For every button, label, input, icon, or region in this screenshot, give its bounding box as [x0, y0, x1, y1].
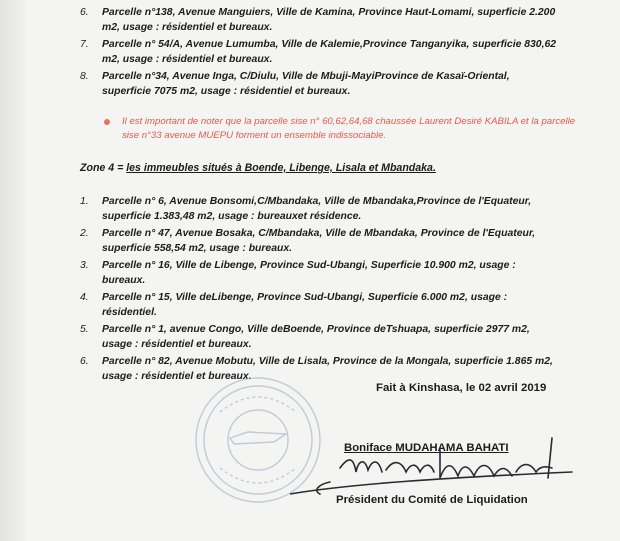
list-item — [80, 194, 560, 224]
place-date: Fait à Kinshasa, le 02 avril 2019 — [376, 382, 547, 394]
list-number: 6. — [80, 356, 89, 367]
parcel-text: Parcelle n°34, Avenue Inga, C/Diulu, Ville de Mbuji-MayiProvince de Kasaï-Oriental, superficie 7075 m2, usage : résidentiel et bureaux. — [102, 71, 510, 98]
parcel-text: Parcelle n° 15, Ville deLibenge, Province Sud-Ubangi, Superficie 6.000 m2, usage : résidentiel. — [102, 292, 508, 319]
parcel-text: Parcelle n°138, Avenue Manguiers, Ville de Kamina, Province Haut-Lomami, superficie 2.200 m2, usage : résidentiel et bureaux. — [102, 7, 556, 34]
zone-heading — [80, 162, 436, 174]
list-item — [80, 290, 560, 320]
list-number: 6. — [80, 7, 89, 18]
list-number: 8. — [80, 71, 89, 82]
parcel-text: Parcelle n° 54/A, Avenue Lumumba, Ville de Kalemie,Province Tanganyika, superficie 830,62 m2, usage : résidentiel et bureaux. — [102, 39, 557, 66]
parcel-list-zone4 — [80, 194, 560, 386]
signatory-name: Boniface MUDAHAMA BAHATI — [344, 442, 509, 454]
list-item — [80, 226, 560, 256]
parcel-list-top — [80, 5, 560, 101]
signatory-role: Président du Comité de Liquidation — [336, 494, 528, 506]
parcel-text: Parcelle n° 47, Avenue Bosaka, C/Mbandaka, Ville de Mbandaka, Province de l'Equateur, superficie 558,54 m2, usage : bureaux. — [102, 228, 536, 255]
handwritten-signature — [290, 432, 580, 502]
list-number: 4. — [80, 292, 89, 303]
page-edge-shadow — [0, 0, 26, 541]
parcel-text: Parcelle n° 82, Avenue Mobutu, Ville de Lisala, Province de la Mongala, superficie 1.865 m2, usage : résidentiel et bureaux. — [102, 356, 553, 383]
parcel-text: Parcelle n° 16, Ville de Libenge, Province Sud-Ubangi, Superficie 10.900 m2, usage : bureaux. — [102, 260, 516, 287]
note-text: Il est important de noter que la parcelle sise n° 60,62,64,68 chaussée Laurent Desiré KABILA et la parcelle sise n°33 avenue MUEPU forment un ensemble indissociable. — [122, 116, 576, 142]
list-number: 5. — [80, 324, 89, 335]
list-item — [80, 37, 560, 67]
list-item — [80, 5, 560, 35]
list-number: 3. — [80, 260, 89, 271]
important-note — [104, 115, 582, 144]
list-number: 7. — [80, 39, 89, 50]
zone-title: les immeubles situés à Boende, Libenge, Lisala et Mbandaka. — [126, 162, 436, 174]
list-number: 1. — [80, 196, 89, 207]
parcel-text: Parcelle n° 6, Avenue Bonsomi,C/Mbandaka, Ville de Mbandaka,Province de l'Equateur, superficie 1.383,48 m2, usage : bureauxet résidence. — [102, 196, 532, 223]
list-item — [80, 69, 560, 99]
bullet-icon — [104, 119, 110, 125]
parcel-text: Parcelle n° 1, avenue Congo, Ville deBoende, Province deTshuapa, superficie 2977 m2, usage : résidentiel et bureaux. — [102, 324, 530, 351]
list-item — [80, 322, 560, 352]
list-number: 2. — [80, 228, 89, 239]
list-item — [80, 258, 560, 288]
zone-label: Zone 4 = — [80, 162, 127, 174]
